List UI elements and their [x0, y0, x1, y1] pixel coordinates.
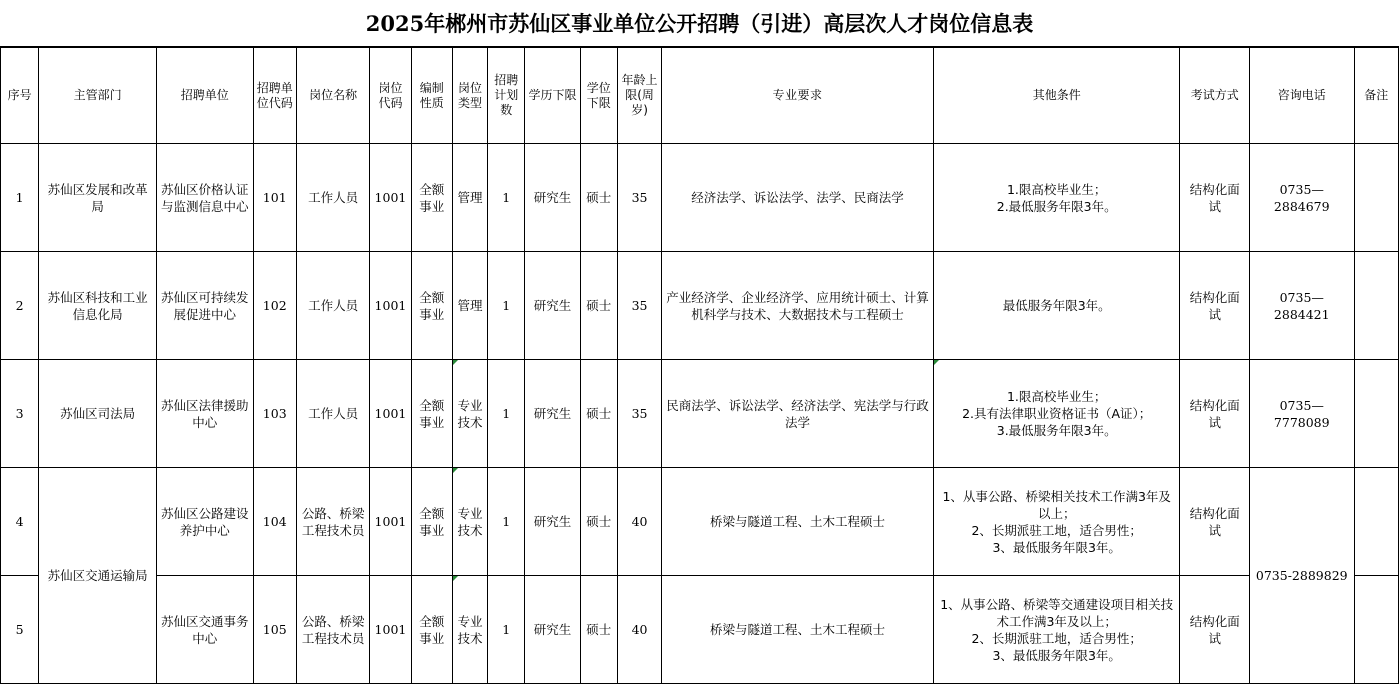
cell-post-code: 1001	[370, 144, 411, 252]
cell-post-name: 公路、桥梁工程技术员	[296, 576, 369, 684]
other-condition-line: 1、从事公路、桥梁等交通建设项目相关技术工作满3年及以上；	[940, 596, 1174, 629]
cell-major: 桥梁与隧道工程、土木工程硕士	[662, 468, 934, 576]
header-phone: 咨询电话	[1249, 48, 1354, 144]
cell-unit-code: 102	[253, 252, 296, 360]
cell-post-type: 管理	[452, 252, 487, 360]
cell-post-code: 1001	[370, 252, 411, 360]
cell-staffing: 全额事业	[411, 576, 452, 684]
cell-remark	[1354, 144, 1398, 252]
cell-age-limit: 35	[617, 360, 661, 468]
cell-edu-min: 研究生	[525, 144, 580, 252]
other-condition-line: 最低服务年限3年。	[1002, 298, 1111, 313]
cell-plan-num: 1	[488, 252, 525, 360]
header-unit-code: 招聘单位代码	[253, 48, 296, 144]
cell-staffing: 全额事业	[411, 252, 452, 360]
other-condition-line: 2.具有法律职业资格证书（A证）；	[962, 406, 1152, 421]
cell-post-code: 1001	[370, 576, 411, 684]
cell-remark	[1354, 360, 1398, 468]
header-remark: 备注	[1354, 48, 1398, 144]
cell-degree-min: 硕士	[580, 144, 617, 252]
cell-unit-code: 105	[253, 576, 296, 684]
cell-unit: 苏仙区可持续发展促进中心	[156, 252, 253, 360]
cell-major: 民商法学、诉讼法学、经济法学、宪法学与行政法学	[662, 360, 934, 468]
cell-post-name: 工作人员	[296, 252, 369, 360]
cell-post-name: 工作人员	[296, 360, 369, 468]
cell-post-code: 1001	[370, 360, 411, 468]
cell-degree-min: 硕士	[580, 576, 617, 684]
cell-plan-num: 1	[488, 360, 525, 468]
table-row	[1, 576, 1399, 684]
cell-dept: 苏仙区发展和改革局	[39, 144, 157, 252]
cell-staffing: 全额事业	[411, 360, 452, 468]
table-header-row	[1, 48, 1399, 144]
cell-edu-min: 研究生	[525, 252, 580, 360]
header-major: 专业要求	[662, 48, 934, 144]
cell-seq: 4	[1, 468, 39, 576]
cell-staffing: 全额事业	[411, 144, 452, 252]
table-row	[1, 144, 1399, 252]
cell-seq: 2	[1, 252, 39, 360]
table-row	[1, 252, 1399, 360]
cell-major: 桥梁与隧道工程、土木工程硕士	[662, 576, 934, 684]
cell-major: 产业经济学、企业经济学、应用统计硕士、计算机科学与技术、大数据技术与工程硕士	[662, 252, 934, 360]
cell-exam: 结构化面试	[1180, 576, 1249, 684]
cell-seq: 3	[1, 360, 39, 468]
cell-degree-min: 硕士	[580, 360, 617, 468]
cell-post-type: 专业技术	[452, 576, 487, 684]
cell-exam: 结构化面试	[1180, 468, 1249, 576]
cell-dept: 苏仙区科技和工业信息化局	[39, 252, 157, 360]
cell-other	[933, 468, 1180, 576]
table-row	[1, 468, 1399, 576]
cell-unit-code: 101	[253, 144, 296, 252]
cell-seq: 5	[1, 576, 39, 684]
page-title: 2025年郴州市苏仙区事业单位公开招聘（引进）高层次人才岗位信息表	[0, 0, 1399, 47]
other-condition-line: 1.限高校毕业生；	[1006, 389, 1107, 404]
header-dept: 主管部门	[39, 48, 157, 144]
header-post-type: 岗位类型	[452, 48, 487, 144]
cell-plan-num: 1	[488, 468, 525, 576]
header-post-name: 岗位名称	[296, 48, 369, 144]
cell-degree-min: 硕士	[580, 252, 617, 360]
other-condition-line: 1、从事公路、桥梁相关技术工作满3年及以上；	[942, 488, 1171, 521]
cell-age-limit: 35	[617, 144, 661, 252]
cell-remark	[1354, 252, 1398, 360]
cell-major: 经济法学、诉讼法学、法学、民商法学	[662, 144, 934, 252]
other-condition-line: 2、长期派驻工地，适合男性；	[971, 630, 1142, 646]
cell-unit: 苏仙区价格认证与监测信息中心	[156, 144, 253, 252]
cell-degree-min: 硕士	[580, 468, 617, 576]
cell-plan-num: 1	[488, 144, 525, 252]
header-seq: 序号	[1, 48, 39, 144]
cell-edu-min: 研究生	[525, 468, 580, 576]
cell-seq: 1	[1, 144, 39, 252]
cell-post-name: 公路、桥梁工程技术员	[296, 468, 369, 576]
cell-post-type: 专业技术	[452, 360, 487, 468]
cell-plan-num: 1	[488, 576, 525, 684]
header-exam: 考试方式	[1180, 48, 1249, 144]
cell-post-name: 工作人员	[296, 144, 369, 252]
cell-remark	[1354, 468, 1398, 576]
cell-other	[933, 576, 1180, 684]
cell-phone: 0735-2889829	[1249, 468, 1354, 684]
cell-post-type: 管理	[452, 144, 487, 252]
other-condition-line: 2.最低服务年限3年。	[996, 198, 1117, 214]
cell-edu-min: 研究生	[525, 360, 580, 468]
cell-remark	[1354, 576, 1398, 684]
cell-staffing: 全额事业	[411, 468, 452, 576]
header-degree-min: 学位下限	[580, 48, 617, 144]
other-condition-line: 3、最低服务年限3年。	[992, 647, 1121, 663]
cell-unit: 苏仙区交通事务中心	[156, 576, 253, 684]
cell-other	[933, 360, 1180, 468]
other-condition-line: 2、长期派驻工地，适合男性；	[971, 522, 1142, 538]
header-post-code: 岗位代码	[370, 48, 411, 144]
cell-unit: 苏仙区法律援助中心	[156, 360, 253, 468]
cell-age-limit: 40	[617, 468, 661, 576]
table-row	[1, 360, 1399, 468]
job-info-table	[0, 47, 1399, 684]
cell-exam: 结构化面试	[1180, 144, 1249, 252]
header-other: 其他条件	[933, 48, 1180, 144]
cell-phone: 0735—2884421	[1249, 252, 1354, 360]
cell-edu-min: 研究生	[525, 576, 580, 684]
cell-other	[933, 252, 1180, 360]
cell-exam: 结构化面试	[1180, 360, 1249, 468]
cell-unit-code: 103	[253, 360, 296, 468]
cell-phone: 0735—7778089	[1249, 360, 1354, 468]
other-condition-line: 3.最低服务年限3年。	[996, 423, 1117, 438]
cell-other	[933, 144, 1180, 252]
cell-exam: 结构化面试	[1180, 252, 1249, 360]
cell-age-limit: 35	[617, 252, 661, 360]
header-staffing: 编制性质	[411, 48, 452, 144]
other-condition-line: 3、最低服务年限3年。	[992, 539, 1121, 555]
header-unit: 招聘单位	[156, 48, 253, 144]
header-edu-min: 学历下限	[525, 48, 580, 144]
cell-dept: 苏仙区交通运输局	[39, 468, 157, 684]
cell-unit-code: 104	[253, 468, 296, 576]
cell-post-code: 1001	[370, 468, 411, 576]
cell-unit: 苏仙区公路建设养护中心	[156, 468, 253, 576]
cell-dept: 苏仙区司法局	[39, 360, 157, 468]
cell-post-type: 专业技术	[452, 468, 487, 576]
header-age-limit: 年龄上限(周岁)	[617, 48, 661, 144]
header-plan-num: 招聘计划数	[488, 48, 525, 144]
cell-phone: 0735—2884679	[1249, 144, 1354, 252]
cell-age-limit: 40	[617, 576, 661, 684]
other-condition-line: 1.限高校毕业生；	[1006, 181, 1107, 197]
